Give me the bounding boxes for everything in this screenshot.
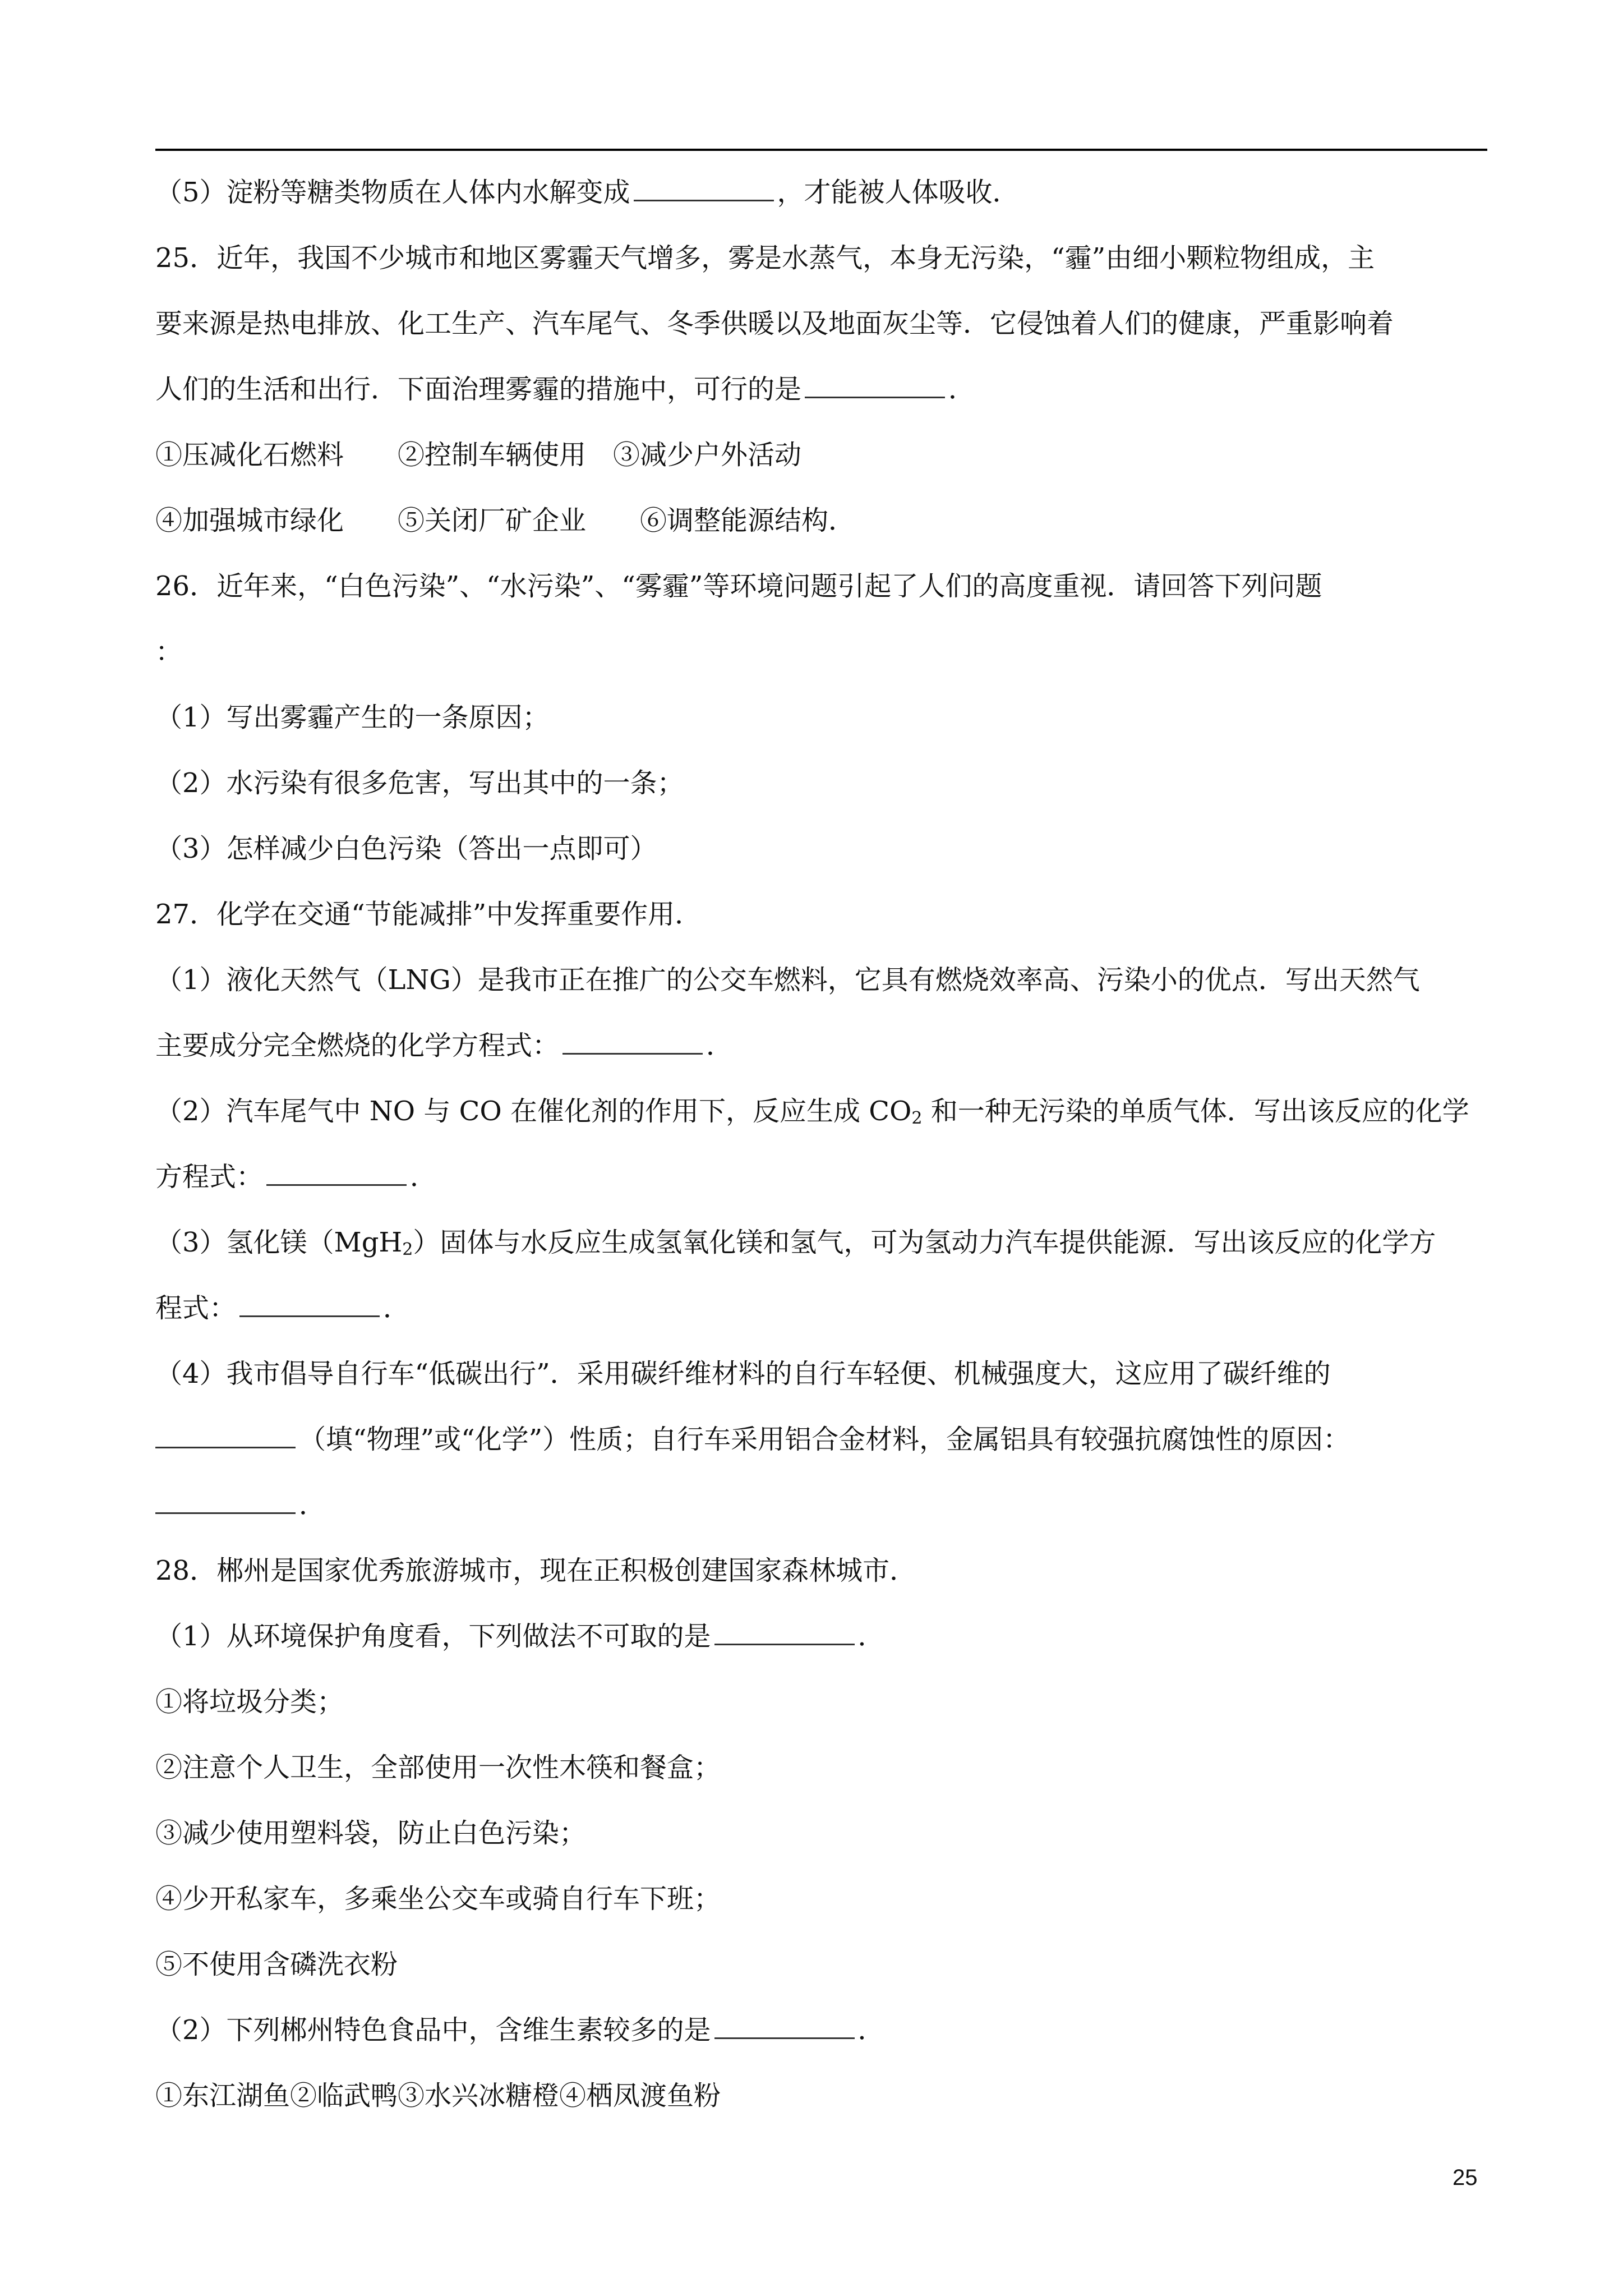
- answer-blank: [714, 2015, 855, 2039]
- text-line: （4）我市倡导自行车“低碳出行”．采用碳纤维材料的自行车轻便、机械强度大，这应用了碳纤维的: [155, 1358, 1331, 1389]
- answer-blank: [714, 1621, 855, 1645]
- text-line: （1）写出雾霾产生的一条原因；: [155, 702, 550, 733]
- text-line: （3）怎样减少白色污染（答出一点即可）: [155, 833, 657, 864]
- text-line: ：: [155, 636, 183, 668]
- text-line: ⑤不使用含磷洗衣粉: [155, 1949, 398, 1980]
- text-line: （3）氢化镁（MgH$_2$）固体与水反应生成氢氧化镁和氢气，可为氢动力汽车提供能源．写出该反应的化学方: [155, 1227, 1436, 1259]
- answer-blank: [805, 374, 945, 398]
- text-line: 程式： ．: [155, 1292, 411, 1324]
- text-line: ①东江湖鱼②临武鸭③水兴冰糖橙④栖凤渡鱼粉: [155, 2080, 721, 2111]
- answer-blank: [562, 1030, 703, 1055]
- text-line: 25．近年，我国不少城市和地区雾霾天气增多，雾是水蒸气，本身无污染，“霾”由细小颗粒物组成，主: [155, 242, 1375, 274]
- text-line: （1）液化天然气（LNG）是我市正在推广的公交车燃料，它具有燃烧效率高、污染小的优点．写出天然气: [155, 964, 1420, 996]
- text-line: 26．近年来，“白色污染”、“水污染”、“雾霾”等环境问题引起了人们的高度重视．请回答下列问题: [155, 570, 1322, 602]
- text-line: （2）下列郴州特色食品中，含维生素较多的是 ．: [155, 2014, 885, 2046]
- text-line: （2）水污染有很多危害，写出其中的一条；: [155, 767, 684, 799]
- answer-blank: [155, 1490, 296, 1514]
- text-line: ④少开私家车，多乘坐公交车或骑自行车下班；: [155, 1883, 721, 1915]
- text-line: 人们的生活和出行．下面治理雾霾的措施中，可行的是 ．: [155, 374, 976, 405]
- text-line: 要来源是热电排放、化工生产、汽车尾气、冬季供暖以及地面灰尘等．它侵蚀着人们的健康，严重影响着: [155, 308, 1394, 339]
- text-line: ①压减化石燃料 ②控制车辆使用 ③减少户外活动: [155, 439, 802, 471]
- text-line: ③减少使用塑料袋，防止白色污染；: [155, 1818, 587, 1849]
- text-line: 27．化学在交通“节能减排”中发挥重要作用．: [155, 899, 702, 930]
- answer-blank: [634, 177, 774, 201]
- document-body: [155, 160, 1490, 2129]
- text-line: ④加强城市绿化 ⑤关闭厂矿企业 ⑥调整能源结构．: [155, 505, 856, 536]
- text-line: ．: [155, 1473, 1490, 1538]
- answer-blank: [155, 1424, 296, 1448]
- text-line: （5）淀粉等糖类物质在人体内水解变成 ，才能被人体吸收．: [155, 177, 1020, 208]
- text-line: （填“物理”或“化学”）性质；自行车采用铝合金材料，金属铝具有较强抗腐蚀性的原因：: [155, 1407, 1490, 1473]
- text-line: ①将垃圾分类；: [155, 1686, 344, 1718]
- text-line: 28．郴州是国家优秀旅游城市，现在正积极创建国家森林城市．: [155, 1555, 917, 1586]
- text-line: （1）从环境保护角度看，下列做法不可取的是 ．: [155, 1621, 885, 1652]
- answer-blank: [239, 1293, 380, 1317]
- page-number: 25: [1453, 2165, 1478, 2190]
- text-line: 主要成分完全燃烧的化学方程式： ．: [155, 1030, 734, 1061]
- text-line: （2）汽车尾气中 NO 与 CO 在催化剂的作用下，反应生成 $CO_2$ 和一种无污染的单质气体．写出该反应的化学: [155, 1096, 1469, 1128]
- answer-blank: [266, 1162, 407, 1186]
- text-line: 方程式： ．: [155, 1161, 437, 1193]
- text-line: ②注意个人卫生，全部使用一次性木筷和餐盒；: [155, 1752, 721, 1783]
- header-rule: [155, 149, 1487, 151]
